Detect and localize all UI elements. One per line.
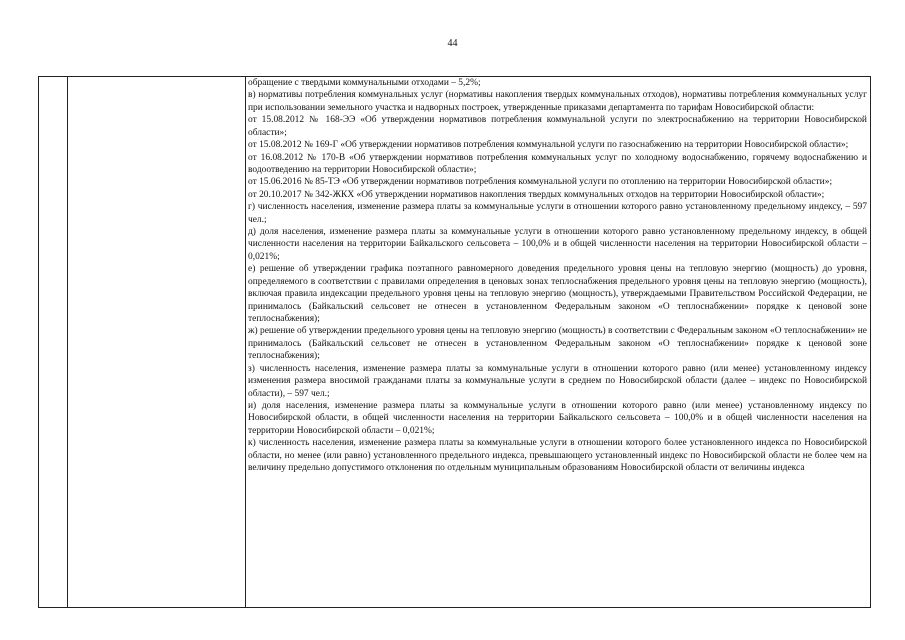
cell-text-block <box>246 77 870 607</box>
paragraph: е) решение об утверждении графика поэтапного равномерного доведения предельного уровня цены на тепловую энергию (мощность) до уровня, определяемого в соответствии с правилами определения в ценовых зонах теплоснабжения предельного уровня цены на тепловую энергию (мощность), включая правила индексации предельного уровня цены на тепловую энергию (мощность), утверждаемыми Правительством Российской Федерации, не принималось (Байкальский сельсовет не отнесен в установленном Федеральным законом «О теплоснабжении» порядке к ценовой зоне теплоснабжения); <box>248 264 867 325</box>
paragraph: к) численность населения, изменение размера платы за коммунальные услуги в отношении которого более установленного индекса по Новосибирской области, но менее (или равно) установленного предельного индекса, превышающего установленный индекс по Новосибирской области не более чем на величину предельно допустимого отклонения по отдельным муниципальным образованиям Новосибирской области от величины индекса <box>248 438 867 474</box>
paragraph: от 15.08.2012 № 168-ЭЭ «Об утверждении нормативов потребления коммунальной услуги по электроснабжению на территории Новосибирской области»; <box>248 115 867 138</box>
paragraph: ж) решение об утверждении предельного уровня цены на тепловую энергию (мощность) в соответствии с Федеральным законом «О теплоснабжении» не принималось (Байкальский сельсовет не отнесен в установленном Федеральным законом «О теплоснабжении» порядке к ценовой зоне теплоснабжения); <box>248 326 867 362</box>
paragraph: г) численность населения, изменение размера платы за коммунальные услуги в отношении которого равно установленному предельному индексу, – 597 чел.; <box>248 202 867 225</box>
paragraph: от 16.08.2012 № 170-В «Об утверждении нормативов потребления коммунальных услуг по холодному водоснабжению, горячему водоснабжению и водоотведению на территории Новосибирской области»; <box>248 152 867 175</box>
table-cell-description <box>68 77 246 608</box>
paragraph: в) нормативы потребления коммунальных услуг (нормативы накопления твердых коммунальных отходов), нормативы потребления коммунальных услуг при использовании земельного участка и надворных построек, утвержденные приказами департамента по тарифам Новосибирской области: <box>248 90 867 113</box>
table-cell-number <box>39 77 68 608</box>
paragraph: от 20.10.2017 № 342-ЖКХ «Об утверждении нормативов накопления твердых коммунальных отходов на территории Новосибирской области»; <box>248 189 825 200</box>
paragraph: и) доля населения, изменение размера платы за коммунальные услуги в отношении которого равно (или менее) установленному индексу по Новосибирской области, в общей численности населения на территории Байкальского сельсовета – 100,0% и в общей численности населения на территории Новосибирской области – 0,021%; <box>248 400 867 436</box>
page-number: 44 <box>447 38 458 49</box>
paragraph: от 15.08.2012 № 169-Г «Об утверждении нормативов потребления коммунальной услуги по газоснабжению на территории Новосибирской области»; <box>248 140 849 151</box>
paragraph: з) численность населения, изменение размера платы за коммунальные услуги в отношении которого равно (или менее) установленному индексу изменения размера вносимой гражданами платы за коммунальные услуги в среднем по Новосибирской области (далее – индекс по Новосибирской области), – 597 чел.; <box>248 363 867 399</box>
paragraph: д) доля населения, изменение размера платы за коммунальные услуги в отношении которого равно установленному предельному индексу, в общей численности населения на территории Байкальского сельсовета – 100,0% и в общей численности населения на территории Новосибирской области – 0,021%; <box>248 227 867 262</box>
table-row <box>39 77 871 608</box>
document-table <box>38 76 871 608</box>
table-cell-content <box>246 77 871 608</box>
paragraph: от 15.06.2016 № 85-ТЭ «Об утверждении нормативов потребления коммунальной услуги по отоплению на территории Новосибирской области»; <box>248 177 833 188</box>
paragraph: обращение с твердыми коммунальными отходами – 5,2%; <box>248 78 481 88</box>
